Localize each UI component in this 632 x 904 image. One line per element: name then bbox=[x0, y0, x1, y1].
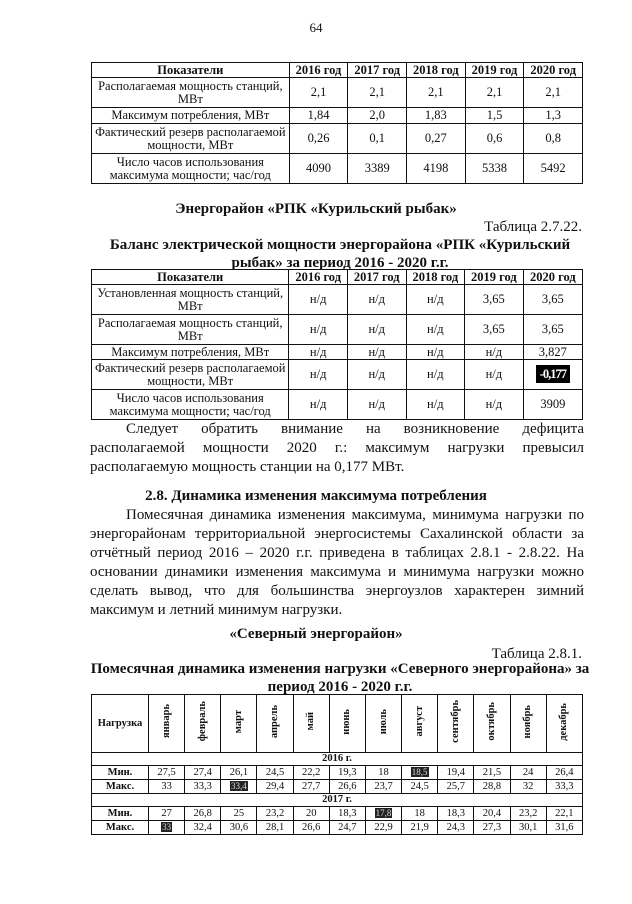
cell: 2,1 bbox=[348, 78, 407, 108]
section-heading-dynamics: 2.8. Динамика изменения максимума потребления bbox=[145, 488, 487, 504]
cell: н/д bbox=[465, 345, 524, 360]
cell: 24,7 bbox=[329, 821, 365, 835]
table-row bbox=[92, 766, 583, 780]
cell: 26,6 bbox=[293, 821, 329, 835]
cell: 32 bbox=[510, 780, 546, 794]
year-row: 2016 г. bbox=[92, 753, 583, 766]
row-label: Макс. bbox=[92, 821, 149, 835]
row-label: Мин. bbox=[92, 766, 149, 780]
cell: 23,2 bbox=[257, 807, 293, 821]
cell: н/д bbox=[347, 390, 406, 420]
cell: 5492 bbox=[524, 154, 583, 184]
cell: 0,1 bbox=[348, 124, 407, 154]
cell: 2,1 bbox=[289, 78, 348, 108]
cell: 1,5 bbox=[465, 108, 524, 124]
month-header bbox=[474, 695, 510, 753]
table-header: 2018 год bbox=[407, 63, 466, 78]
month-header bbox=[185, 695, 221, 753]
row-label: Число часов использования максимума мощности; час/год bbox=[92, 390, 289, 420]
table-header: 2019 год bbox=[465, 63, 524, 78]
table-header: 2020 год bbox=[524, 63, 583, 78]
cell-value: 33 bbox=[162, 822, 172, 832]
cell: 3,65 bbox=[465, 285, 524, 315]
month-label: сентябрь bbox=[449, 700, 461, 743]
cell: н/д bbox=[406, 315, 465, 345]
cell: н/д bbox=[347, 285, 406, 315]
cell: 26,8 bbox=[185, 807, 221, 821]
month-label: июнь bbox=[341, 708, 353, 735]
cell: н/д bbox=[347, 315, 406, 345]
table-header: 2019 год bbox=[465, 270, 524, 285]
cell: 1,3 bbox=[524, 108, 583, 124]
cell: 27,7 bbox=[293, 780, 329, 794]
section-heading-kurilsky: Энергорайон «РПК «Курильский рыбак» bbox=[175, 201, 457, 217]
month-header bbox=[546, 695, 582, 753]
cell: 19,4 bbox=[438, 766, 474, 780]
table-header: 2016 год bbox=[289, 270, 348, 285]
table-monthly-load bbox=[91, 694, 583, 835]
cell: 26,4 bbox=[546, 766, 582, 780]
cell: 5338 bbox=[465, 154, 524, 184]
cell: 23,2 bbox=[510, 807, 546, 821]
cell: 20 bbox=[293, 807, 329, 821]
cell: 28,8 bbox=[474, 780, 510, 794]
cell: 24,5 bbox=[402, 780, 438, 794]
dynamics-paragraph bbox=[90, 506, 584, 620]
cell: 31,6 bbox=[546, 821, 582, 835]
cell: н/д bbox=[465, 360, 524, 390]
row-label: Располагаемая мощность станций, МВт bbox=[92, 78, 290, 108]
cell: 24,3 bbox=[438, 821, 474, 835]
cell: н/д bbox=[289, 315, 348, 345]
cell: 33 bbox=[149, 780, 185, 794]
cell: 27,4 bbox=[185, 766, 221, 780]
month-header bbox=[257, 695, 293, 753]
cell: 22,9 bbox=[365, 821, 401, 835]
note-text: Следует обратить внимание на возникновение дефицита располагаемой мощности 2020 г.: максимум нагрузки превысил располагаемую мощность станции на 0,177 МВт. bbox=[90, 421, 584, 475]
cell: 33,3 bbox=[546, 780, 582, 794]
cell: 4090 bbox=[289, 154, 348, 184]
row-label: Число часов использования максимума мощности; час/год bbox=[92, 154, 290, 184]
month-label: январь bbox=[160, 704, 172, 739]
cell: 1,84 bbox=[289, 108, 348, 124]
table-row bbox=[92, 807, 583, 821]
month-header bbox=[221, 695, 257, 753]
table-row bbox=[92, 821, 583, 835]
cell: н/д bbox=[347, 360, 406, 390]
cell: 3,65 bbox=[523, 285, 582, 315]
cell: н/д bbox=[465, 390, 524, 420]
row-label: Макс. bbox=[92, 780, 149, 794]
cell: 30,6 bbox=[221, 821, 257, 835]
cell bbox=[523, 360, 582, 390]
cell: 26,6 bbox=[329, 780, 365, 794]
month-header bbox=[329, 695, 365, 753]
cell: 3,65 bbox=[523, 315, 582, 345]
month-header bbox=[365, 695, 401, 753]
table-header: Показатели bbox=[92, 270, 289, 285]
cell: 3389 bbox=[348, 154, 407, 184]
month-label: март bbox=[232, 709, 244, 734]
cell bbox=[365, 807, 401, 821]
cell: 24 bbox=[510, 766, 546, 780]
cell: 22,1 bbox=[546, 807, 582, 821]
cell: 26,1 bbox=[221, 766, 257, 780]
cell bbox=[221, 780, 257, 794]
table-caption: Помесячная динамика изменения нагрузки «Северного энергорайона» за период 2016 - 2020 г.г. bbox=[90, 661, 590, 695]
table-power-balance-1 bbox=[91, 62, 583, 184]
row-label: Располагаемая мощность станций, МВт bbox=[92, 315, 289, 345]
cell: 30,1 bbox=[510, 821, 546, 835]
month-header bbox=[149, 695, 185, 753]
cell: 2,1 bbox=[465, 78, 524, 108]
cell: 2,0 bbox=[348, 108, 407, 124]
cell: 18,3 bbox=[329, 807, 365, 821]
cell: 18 bbox=[402, 807, 438, 821]
year-row: 2017 г. bbox=[92, 794, 583, 807]
row-label: Максимум потребления, МВт bbox=[92, 345, 289, 360]
table-caption: Баланс электрической мощности энергорайона «РПК «Курильский рыбак» за период 2016 - 2020 г.г. bbox=[109, 237, 571, 271]
cell: 24,5 bbox=[257, 766, 293, 780]
cell: 25 bbox=[221, 807, 257, 821]
month-header bbox=[438, 695, 474, 753]
note-paragraph bbox=[90, 420, 584, 477]
row-label: Установленная мощность станций, МВт bbox=[92, 285, 289, 315]
cell: 2,1 bbox=[407, 78, 466, 108]
cell: 29,4 bbox=[257, 780, 293, 794]
table-row bbox=[92, 315, 583, 345]
cell: 1,83 bbox=[407, 108, 466, 124]
cell: н/д bbox=[406, 285, 465, 315]
cell: 27,3 bbox=[474, 821, 510, 835]
month-label: октябрь bbox=[485, 702, 497, 741]
table-header: 2016 год bbox=[289, 63, 348, 78]
table-row bbox=[92, 360, 583, 390]
table-row bbox=[92, 345, 583, 360]
cell: 27,5 bbox=[149, 766, 185, 780]
month-label: май bbox=[305, 712, 317, 731]
page-number: 64 bbox=[309, 20, 323, 35]
table-row bbox=[92, 285, 583, 315]
month-header bbox=[510, 695, 546, 753]
table-power-balance-kurilsky bbox=[91, 269, 583, 420]
cell bbox=[402, 766, 438, 780]
cell: 33,3 bbox=[185, 780, 221, 794]
table-row bbox=[92, 154, 583, 184]
cell: 0,27 bbox=[407, 124, 466, 154]
month-label: август bbox=[413, 706, 425, 737]
cell: н/д bbox=[406, 360, 465, 390]
cell: н/д bbox=[347, 345, 406, 360]
table-number: Таблица 2.8.1. bbox=[491, 646, 582, 662]
deficit-value: -0,177 bbox=[536, 365, 570, 383]
row-label: Максимум потребления, МВт bbox=[92, 108, 290, 124]
table-header: 2017 год bbox=[348, 63, 407, 78]
dynamics-text: Помесячная динамика изменения максимума, минимума нагрузки по энергорайонам территориальной энергосистемы Сахалинской области за отчётный период 2016 – 2020 г.г. приведена в таблицах 2.8.1 - 2.8.22. На основании динамики изменения максимума и минимума нагрузки можно сделать вывод, что для большинства энергоузлов характерен зимний максимум и летний минимум нагрузки. bbox=[90, 507, 584, 618]
table-row bbox=[92, 124, 583, 154]
cell: 21,9 bbox=[402, 821, 438, 835]
table-row bbox=[92, 78, 583, 108]
table-number: Таблица 2.7.22. bbox=[484, 219, 582, 235]
cell: 27 bbox=[149, 807, 185, 821]
cell: 0,8 bbox=[524, 124, 583, 154]
cell-value: 18,5 bbox=[411, 767, 428, 777]
cell: 32,4 bbox=[185, 821, 221, 835]
table-row bbox=[92, 780, 583, 794]
month-label: февраль bbox=[196, 701, 208, 742]
month-header bbox=[402, 695, 438, 753]
row-label: Мин. bbox=[92, 807, 149, 821]
month-label: июль bbox=[377, 708, 389, 735]
cell: 18,3 bbox=[438, 807, 474, 821]
cell: 20,4 bbox=[474, 807, 510, 821]
row-label: Фактический резерв располагаемой мощности, МВт bbox=[92, 360, 289, 390]
cell: 23,7 bbox=[365, 780, 401, 794]
cell-value: 17,8 bbox=[375, 808, 392, 818]
section-heading-north: «Северный энергорайон» bbox=[229, 626, 403, 642]
cell: н/д bbox=[406, 390, 465, 420]
table-header: 2018 год bbox=[406, 270, 465, 285]
cell: 19,3 bbox=[329, 766, 365, 780]
cell: 3,827 bbox=[523, 345, 582, 360]
cell: н/д bbox=[289, 345, 348, 360]
table-row bbox=[92, 390, 583, 420]
row-label: Фактический резерв располагаемой мощности, МВт bbox=[92, 124, 290, 154]
table-header: 2020 год bbox=[523, 270, 582, 285]
cell: н/д bbox=[289, 360, 348, 390]
cell: 25,7 bbox=[438, 780, 474, 794]
cell bbox=[149, 821, 185, 835]
cell: 0,26 bbox=[289, 124, 348, 154]
table-row bbox=[92, 108, 583, 124]
cell: н/д bbox=[289, 285, 348, 315]
month-label: апрель bbox=[269, 704, 281, 739]
cell: 2,1 bbox=[524, 78, 583, 108]
cell: 18 bbox=[365, 766, 401, 780]
month-label: декабрь bbox=[558, 702, 570, 741]
cell: н/д bbox=[406, 345, 465, 360]
cell: 3909 bbox=[523, 390, 582, 420]
cell: 0,6 bbox=[465, 124, 524, 154]
cell-value: 33,4 bbox=[231, 781, 247, 791]
cell: 21,5 bbox=[474, 766, 510, 780]
cell: 28,1 bbox=[257, 821, 293, 835]
table-header: 2017 год bbox=[347, 270, 406, 285]
cell: 22,2 bbox=[293, 766, 329, 780]
cell: 3,65 bbox=[465, 315, 524, 345]
table-header: Нагрузка bbox=[92, 695, 149, 753]
cell: н/д bbox=[289, 390, 348, 420]
cell: 4198 bbox=[407, 154, 466, 184]
month-label: ноябрь bbox=[522, 704, 534, 739]
month-header bbox=[293, 695, 329, 753]
table-header: Показатели bbox=[92, 63, 290, 78]
